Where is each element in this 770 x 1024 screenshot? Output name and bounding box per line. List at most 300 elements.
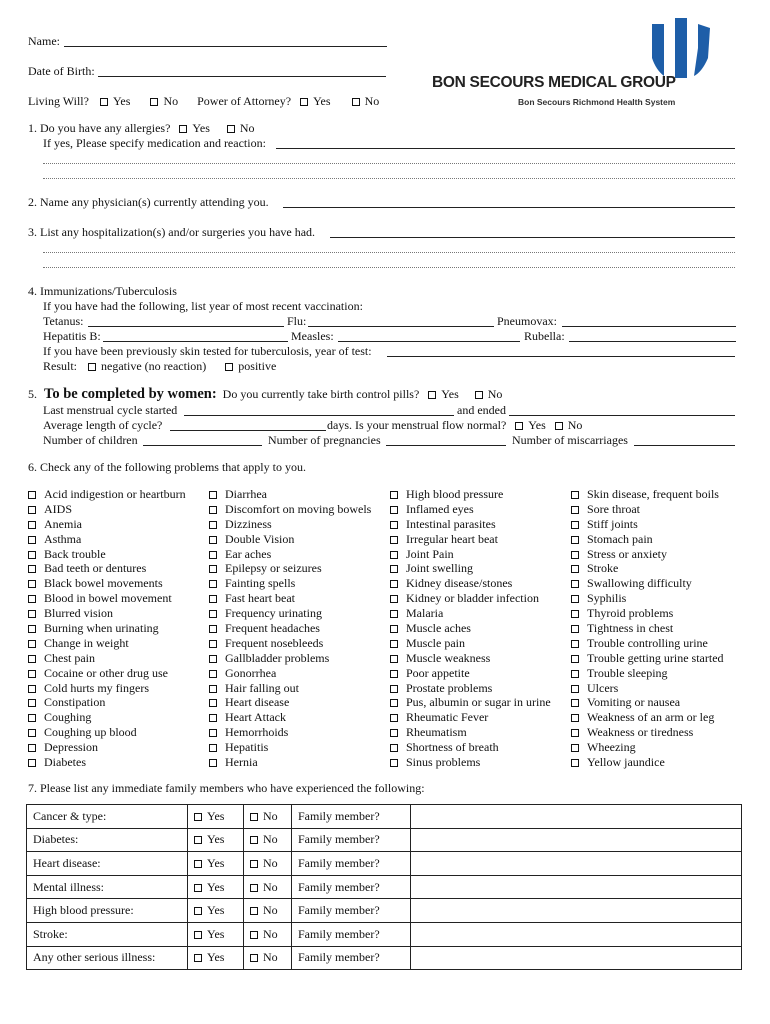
- condition-cell: [27, 899, 188, 923]
- problem-label: Change in weight: [44, 635, 129, 650]
- pneumovax-field[interactable]: [562, 326, 736, 327]
- problem-label: AIDS: [44, 501, 73, 516]
- problem-item[interactable]: [209, 547, 371, 562]
- problem-label: Pus, albumin or sugar in urine: [406, 695, 551, 710]
- problem-item[interactable]: [28, 487, 186, 502]
- problem-label: Malaria: [406, 606, 444, 621]
- problem-item[interactable]: [571, 666, 724, 681]
- problem-checkbox[interactable]: [571, 506, 579, 514]
- condition-no-label: No: [263, 808, 278, 823]
- problem-checkbox[interactable]: [390, 625, 398, 633]
- problem-checkbox[interactable]: [571, 744, 579, 752]
- problem-checkbox[interactable]: [28, 595, 36, 603]
- problem-checkbox[interactable]: [28, 610, 36, 618]
- flow-yes-checkbox[interactable]: [515, 422, 523, 430]
- problem-item[interactable]: [28, 591, 186, 606]
- family-member-input[interactable]: [411, 899, 742, 923]
- problem-item[interactable]: [390, 487, 551, 502]
- problem-item[interactable]: [209, 502, 371, 517]
- problem-item[interactable]: [209, 666, 371, 681]
- problem-checkbox[interactable]: [28, 521, 36, 529]
- problem-checkbox[interactable]: [571, 536, 579, 544]
- problem-label: Trouble controlling urine: [587, 635, 708, 650]
- problem-checkbox[interactable]: [390, 536, 398, 544]
- problem-checkbox[interactable]: [209, 744, 217, 752]
- problem-item[interactable]: [571, 561, 724, 576]
- family-member-input[interactable]: [411, 922, 742, 946]
- problem-label: Muscle pain: [406, 635, 465, 650]
- problem-item[interactable]: [209, 517, 371, 532]
- problem-label: Kidney or bladder infection: [406, 591, 539, 606]
- problem-item[interactable]: [209, 636, 371, 651]
- problem-item[interactable]: [571, 621, 724, 636]
- problem-item[interactable]: [390, 651, 551, 666]
- problem-checkbox[interactable]: [28, 670, 36, 678]
- problem-checkbox[interactable]: [571, 551, 579, 559]
- problem-checkbox[interactable]: [28, 759, 36, 767]
- pregnancies-field[interactable]: [386, 445, 506, 446]
- problem-item[interactable]: [28, 695, 186, 710]
- problem-item[interactable]: [390, 576, 551, 591]
- member-label-cell: [292, 946, 411, 970]
- problem-label: Stroke: [587, 561, 619, 576]
- problem-item[interactable]: [28, 576, 186, 591]
- member-label-cell: [292, 828, 411, 852]
- dob-label: Date of Birth:: [28, 64, 95, 78]
- problem-item[interactable]: [390, 666, 551, 681]
- problem-checkbox[interactable]: [571, 610, 579, 618]
- result-label: Result:: [43, 359, 78, 373]
- family-member-label: Family member?: [298, 808, 380, 823]
- problem-label: Muscle weakness: [406, 650, 491, 665]
- problem-checkbox[interactable]: [390, 491, 398, 499]
- problem-checkbox[interactable]: [209, 491, 217, 499]
- hospitalizations-line-2[interactable]: [43, 252, 735, 253]
- problem-item[interactable]: [571, 651, 724, 666]
- problem-item[interactable]: [390, 710, 551, 725]
- problem-item[interactable]: [28, 606, 186, 621]
- problem-label: Hernia: [225, 755, 258, 770]
- problem-item[interactable]: [390, 636, 551, 651]
- tb-negative-checkbox[interactable]: [88, 363, 96, 371]
- dob-field[interactable]: [98, 76, 386, 77]
- problem-checkbox[interactable]: [390, 506, 398, 514]
- problem-label: Constipation: [44, 695, 106, 710]
- q2-text: 2. Name any physician(s) currently attending you.: [28, 195, 269, 209]
- problem-label: Gallbladder problems: [225, 650, 330, 665]
- power-attorney-yes-label: Yes: [313, 94, 331, 108]
- family-member-input[interactable]: [411, 946, 742, 970]
- problem-label: Poor appetite: [406, 665, 470, 680]
- problem-label: Wheezing: [587, 740, 636, 755]
- problem-checkbox[interactable]: [390, 744, 398, 752]
- problem-label: Epilepsy or seizures: [225, 561, 322, 576]
- problem-item[interactable]: [571, 502, 724, 517]
- problem-checkbox[interactable]: [390, 521, 398, 529]
- problem-item[interactable]: [209, 740, 371, 755]
- problem-item[interactable]: [209, 532, 371, 547]
- problem-item[interactable]: [28, 532, 186, 547]
- flow-no-label: No: [567, 418, 583, 432]
- problem-checkbox[interactable]: [209, 699, 217, 707]
- problem-checkbox[interactable]: [28, 625, 36, 633]
- condition-yes-checkbox[interactable]: [194, 907, 202, 915]
- problem-label: Inflamed eyes: [406, 501, 474, 516]
- problem-checkbox[interactable]: [390, 685, 398, 693]
- birth-control-question: Do you currently take birth control pills?: [222, 387, 420, 401]
- condition-yes-checkbox[interactable]: [194, 884, 202, 892]
- miscarriages-field[interactable]: [634, 445, 735, 446]
- problem-item[interactable]: [209, 606, 371, 621]
- problem-checkbox[interactable]: [390, 640, 398, 648]
- problem-item[interactable]: [390, 517, 551, 532]
- problem-label: Frequency urinating: [225, 606, 322, 621]
- problem-checkbox[interactable]: [390, 714, 398, 722]
- problem-item[interactable]: [571, 755, 724, 770]
- family-member-input[interactable]: [411, 805, 742, 829]
- problem-item[interactable]: [28, 681, 186, 696]
- condition-yes-label: Yes: [207, 903, 225, 918]
- condition-yes-checkbox[interactable]: [194, 813, 202, 821]
- power-attorney-no-checkbox[interactable]: [352, 98, 360, 106]
- problem-item[interactable]: [28, 621, 186, 636]
- problem-item[interactable]: [209, 487, 371, 502]
- condition-label: High blood pressure:: [33, 903, 134, 918]
- problem-item[interactable]: [28, 561, 186, 576]
- allergies-no-checkbox[interactable]: [227, 125, 235, 133]
- living-will-label: Living Will?: [28, 94, 89, 108]
- problem-checkbox[interactable]: [390, 699, 398, 707]
- problem-item[interactable]: [571, 681, 724, 696]
- avg-length-field[interactable]: [170, 430, 326, 431]
- problem-checkbox[interactable]: [209, 685, 217, 693]
- problem-checkbox[interactable]: [28, 536, 36, 544]
- avg-length-label: Average length of cycle?: [43, 418, 163, 432]
- family-history-row: [27, 946, 742, 970]
- rubella-field[interactable]: [569, 341, 736, 342]
- birth-control-yes-label: Yes: [441, 387, 459, 401]
- problem-checkbox[interactable]: [571, 759, 579, 767]
- problem-item[interactable]: [390, 591, 551, 606]
- problem-item[interactable]: [209, 591, 371, 606]
- problem-label: Bad teeth or dentures: [44, 561, 147, 576]
- problem-item[interactable]: [28, 725, 186, 740]
- problem-checkbox[interactable]: [571, 714, 579, 722]
- living-will-yes-checkbox[interactable]: [100, 98, 108, 106]
- problem-item[interactable]: [209, 755, 371, 770]
- problem-item[interactable]: [571, 725, 724, 740]
- problem-checkbox[interactable]: [209, 729, 217, 737]
- problem-item[interactable]: [209, 681, 371, 696]
- problem-checkbox[interactable]: [390, 595, 398, 603]
- problem-label: Back trouble: [44, 546, 106, 561]
- problem-item[interactable]: [390, 606, 551, 621]
- problem-label: Coughing up blood: [44, 725, 137, 740]
- problem-label: Double Vision: [225, 531, 295, 546]
- problem-checkbox[interactable]: [571, 640, 579, 648]
- hepatitis-b-field[interactable]: [103, 341, 288, 342]
- condition-yes-checkbox[interactable]: [194, 860, 202, 868]
- problem-checkbox[interactable]: [209, 759, 217, 767]
- problem-item[interactable]: [390, 740, 551, 755]
- problem-item[interactable]: [209, 651, 371, 666]
- hepatitis-b-label: Hepatitis B:: [43, 329, 101, 343]
- problem-checkbox[interactable]: [571, 580, 579, 588]
- problem-checkbox[interactable]: [390, 610, 398, 618]
- and-ended-label: and ended: [457, 403, 506, 417]
- family-history-row: [27, 875, 742, 899]
- condition-yes-label: Yes: [207, 808, 225, 823]
- children-field[interactable]: [143, 445, 262, 446]
- condition-yes-label: Yes: [207, 832, 225, 847]
- problem-label: Sinus problems: [406, 755, 481, 770]
- measles-field[interactable]: [338, 341, 520, 342]
- problem-item[interactable]: [28, 666, 186, 681]
- problem-item[interactable]: [28, 502, 186, 517]
- condition-yes-checkbox[interactable]: [194, 931, 202, 939]
- member-label-cell: [292, 899, 411, 923]
- problem-label: Discomfort on moving bowels: [225, 501, 372, 516]
- problem-label: Muscle aches: [406, 621, 471, 636]
- condition-label: Cancer & type:: [33, 808, 107, 823]
- problem-item[interactable]: [28, 636, 186, 651]
- problem-checkbox[interactable]: [390, 551, 398, 559]
- condition-yes-checkbox[interactable]: [194, 954, 202, 962]
- problem-item[interactable]: [571, 487, 724, 502]
- allergies-yes-label: Yes: [192, 121, 210, 135]
- condition-no-checkbox[interactable]: [250, 813, 258, 821]
- problem-checkbox[interactable]: [28, 551, 36, 559]
- problem-item[interactable]: [571, 636, 724, 651]
- problem-label: Joint swelling: [406, 561, 474, 576]
- problem-item[interactable]: [390, 681, 551, 696]
- problem-item[interactable]: [28, 547, 186, 562]
- problem-item[interactable]: [209, 621, 371, 636]
- problem-checkbox[interactable]: [209, 610, 217, 618]
- problem-checkbox[interactable]: [28, 565, 36, 573]
- birth-control-yes-checkbox[interactable]: [428, 391, 436, 399]
- condition-no-checkbox[interactable]: [250, 907, 258, 915]
- q4-title: 4. Immunizations/Tuberculosis: [28, 284, 177, 298]
- problem-checkbox[interactable]: [390, 580, 398, 588]
- condition-no-label: No: [263, 903, 278, 918]
- problem-checkbox[interactable]: [209, 670, 217, 678]
- family-member-label: Family member?: [298, 926, 380, 941]
- problem-label: Frequent headaches: [225, 621, 320, 636]
- problem-label: Ear aches: [225, 546, 272, 561]
- flow-no-checkbox[interactable]: [555, 422, 563, 430]
- pregnancies-label: Number of pregnancies: [268, 433, 381, 447]
- living-will-no-checkbox[interactable]: [150, 98, 158, 106]
- problem-checkbox[interactable]: [390, 729, 398, 737]
- family-member-label: Family member?: [298, 903, 380, 918]
- q7-text: 7. Please list any immediate family members who have experienced the following:: [28, 781, 425, 795]
- allergies-line-2[interactable]: [43, 163, 735, 164]
- physicians-field[interactable]: [283, 207, 735, 208]
- tb-year-field[interactable]: [387, 356, 735, 357]
- problem-label: Diabetes: [44, 755, 86, 770]
- allergies-line-3[interactable]: [43, 178, 735, 179]
- problem-item[interactable]: [390, 547, 551, 562]
- problem-label: Weakness or tiredness: [587, 725, 694, 740]
- family-member-label: Family member?: [298, 855, 380, 870]
- problem-checkbox[interactable]: [28, 729, 36, 737]
- problem-item[interactable]: [209, 561, 371, 576]
- problem-item[interactable]: [209, 725, 371, 740]
- problem-checkbox[interactable]: [571, 729, 579, 737]
- problem-label: Trouble sleeping: [587, 665, 668, 680]
- problem-item[interactable]: [209, 576, 371, 591]
- power-attorney-yes-checkbox[interactable]: [300, 98, 308, 106]
- problem-checkbox[interactable]: [571, 685, 579, 693]
- problem-checkbox[interactable]: [209, 640, 217, 648]
- family-history-row: [27, 828, 742, 852]
- problem-item[interactable]: [390, 502, 551, 517]
- hospitalizations-line-3[interactable]: [43, 267, 735, 268]
- problem-item[interactable]: [390, 532, 551, 547]
- yes-cell: [188, 852, 244, 876]
- problem-label: Black bowel movements: [44, 576, 163, 591]
- problem-checkbox[interactable]: [571, 670, 579, 678]
- problem-checkbox[interactable]: [28, 685, 36, 693]
- problem-item[interactable]: [28, 740, 186, 755]
- problem-checkbox[interactable]: [390, 655, 398, 663]
- hospitalizations-field[interactable]: [330, 237, 735, 238]
- tetanus-field[interactable]: [88, 326, 284, 327]
- problem-checkbox[interactable]: [571, 595, 579, 603]
- family-member-input[interactable]: [411, 875, 742, 899]
- problem-item[interactable]: [571, 547, 724, 562]
- living-will-no-label: No: [163, 94, 179, 108]
- problem-item[interactable]: [390, 561, 551, 576]
- family-member-input[interactable]: [411, 852, 742, 876]
- problem-item[interactable]: [209, 710, 371, 725]
- condition-yes-label: Yes: [207, 950, 225, 965]
- problem-label: Weakness of an arm or leg: [587, 710, 715, 725]
- problem-item[interactable]: [390, 695, 551, 710]
- flu-label: Flu:: [287, 314, 307, 328]
- tb-negative-label: negative (no reaction): [101, 359, 207, 373]
- problem-label: Depression: [44, 740, 98, 755]
- last-cycle-field[interactable]: [184, 415, 454, 416]
- flu-field[interactable]: [308, 326, 494, 327]
- name-field[interactable]: [64, 46, 387, 47]
- problem-item[interactable]: [571, 695, 724, 710]
- living-will-row: [28, 94, 379, 108]
- problem-label: Joint Pain: [406, 546, 454, 561]
- condition-label: Diabetes:: [33, 832, 79, 847]
- problem-item[interactable]: [28, 651, 186, 666]
- problem-checkbox[interactable]: [209, 506, 217, 514]
- problem-checkbox[interactable]: [390, 759, 398, 767]
- family-history-row: [27, 922, 742, 946]
- cycle-ended-field[interactable]: [509, 415, 735, 416]
- problem-checkbox[interactable]: [209, 595, 217, 603]
- problem-checkbox[interactable]: [209, 625, 217, 633]
- problem-item[interactable]: [390, 725, 551, 740]
- problem-checkbox[interactable]: [571, 625, 579, 633]
- problem-checkbox[interactable]: [209, 655, 217, 663]
- problem-checkbox[interactable]: [209, 521, 217, 529]
- problem-label: Heart disease: [225, 695, 290, 710]
- problem-checkbox[interactable]: [571, 521, 579, 529]
- birth-control-no-label: No: [487, 387, 503, 401]
- problems-column-1: [28, 487, 186, 770]
- q1-followup: If yes, Please specify medication and reaction:: [43, 136, 266, 150]
- problem-checkbox[interactable]: [571, 699, 579, 707]
- condition-no-checkbox[interactable]: [250, 954, 258, 962]
- problem-checkbox[interactable]: [28, 491, 36, 499]
- problem-checkbox[interactable]: [209, 580, 217, 588]
- family-history-row: [27, 899, 742, 923]
- problem-checkbox[interactable]: [209, 536, 217, 544]
- allergies-no-label: No: [239, 121, 255, 135]
- condition-cell: [27, 922, 188, 946]
- problem-checkbox[interactable]: [571, 565, 579, 573]
- tb-result-row: [43, 359, 276, 373]
- problem-item[interactable]: [571, 517, 724, 532]
- member-label-cell: [292, 875, 411, 899]
- problem-checkbox[interactable]: [571, 655, 579, 663]
- problem-checkbox[interactable]: [209, 551, 217, 559]
- member-label-cell: [292, 922, 411, 946]
- problem-item[interactable]: [28, 710, 186, 725]
- problem-item[interactable]: [209, 695, 371, 710]
- problem-checkbox[interactable]: [28, 506, 36, 514]
- problem-item[interactable]: [571, 606, 724, 621]
- condition-no-label: No: [263, 832, 278, 847]
- problem-item[interactable]: [571, 591, 724, 606]
- problem-checkbox[interactable]: [28, 655, 36, 663]
- problem-checkbox[interactable]: [28, 744, 36, 752]
- problem-checkbox[interactable]: [571, 491, 579, 499]
- problem-checkbox[interactable]: [28, 580, 36, 588]
- problem-checkbox[interactable]: [390, 670, 398, 678]
- problem-checkbox[interactable]: [390, 565, 398, 573]
- condition-label: Heart disease:: [33, 855, 101, 870]
- problem-item[interactable]: [390, 755, 551, 770]
- tb-positive-checkbox[interactable]: [225, 363, 233, 371]
- problem-item[interactable]: [571, 532, 724, 547]
- problem-checkbox[interactable]: [28, 640, 36, 648]
- birth-control-no-checkbox[interactable]: [475, 391, 483, 399]
- problem-label: Fainting spells: [225, 576, 296, 591]
- condition-no-checkbox[interactable]: [250, 860, 258, 868]
- family-member-input[interactable]: [411, 828, 742, 852]
- q5-heading: To be completed by women:: [44, 386, 217, 402]
- problem-checkbox[interactable]: [209, 565, 217, 573]
- problem-item[interactable]: [571, 576, 724, 591]
- allergies-field[interactable]: [276, 148, 735, 149]
- problem-label: Sore throat: [587, 501, 640, 516]
- condition-yes-checkbox[interactable]: [194, 836, 202, 844]
- problem-item[interactable]: [28, 517, 186, 532]
- condition-no-checkbox[interactable]: [250, 884, 258, 892]
- condition-no-checkbox[interactable]: [250, 931, 258, 939]
- problem-checkbox[interactable]: [28, 714, 36, 722]
- problem-label: Skin disease, frequent boils: [587, 487, 719, 501]
- problem-item[interactable]: [28, 755, 186, 770]
- problem-checkbox[interactable]: [28, 699, 36, 707]
- problem-checkbox[interactable]: [209, 714, 217, 722]
- condition-no-checkbox[interactable]: [250, 836, 258, 844]
- problem-item[interactable]: [390, 621, 551, 636]
- problem-item[interactable]: [571, 740, 724, 755]
- allergies-yes-checkbox[interactable]: [179, 125, 187, 133]
- problem-label: Heart Attack: [225, 710, 286, 725]
- problem-label: Gonorrhea: [225, 665, 277, 680]
- problem-item[interactable]: [571, 710, 724, 725]
